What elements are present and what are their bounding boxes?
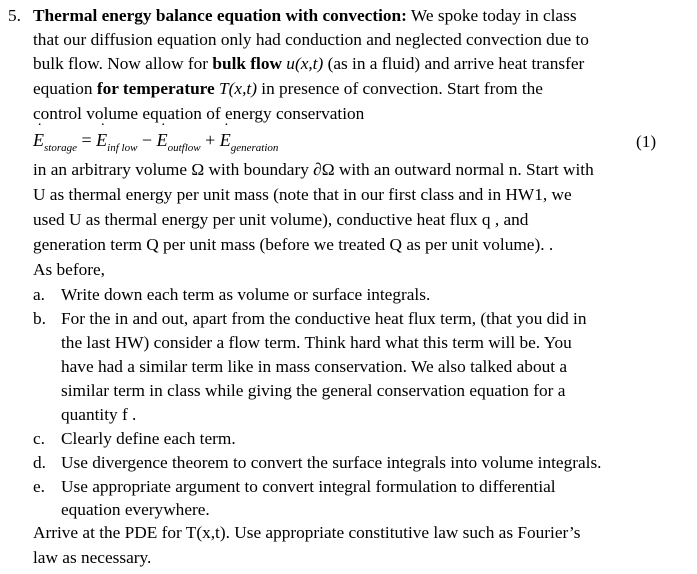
energy-balance-equation — [33, 131, 278, 154]
item-b-line-4: similar term in class while giving the general conservation equation for a — [61, 381, 566, 400]
problem-line-4 — [33, 80, 543, 97]
item-c-line-1: Clearly define each term. — [61, 429, 236, 448]
plus-sign: + — [200, 130, 220, 150]
item-a-label: a. — [33, 285, 45, 304]
item-b-label: b. — [33, 309, 46, 328]
problem-line-5: control volume equation of energy conservation — [33, 104, 365, 123]
closing-line-1: Arrive at the PDE for T(x,t). Use appropriate constitutive law such as Fourier’s — [33, 523, 581, 542]
problem-line-8: U as thermal energy per unit mass (note that in our first class and in HW1, we — [33, 185, 572, 204]
item-d-line-1: Use divergence theorem to convert the surface integrals into volume integrals. — [61, 453, 602, 472]
problem-line-7: in an arbitrary volume Ω with boundary ∂Ω with an outward normal n. Start with — [33, 160, 594, 179]
e-generation-symbol: ˙ E — [220, 131, 231, 149]
closing-line-2: law as necessary. — [33, 548, 152, 567]
bulk-flow-bold: bulk flow — [212, 54, 287, 73]
item-b-line-1: For the in and out, apart from the conductive heat flux term, (that you did in — [61, 309, 587, 328]
item-b-line-2: the last HW) consider a flow term. Think hard what this term will be. You — [61, 333, 572, 352]
temperature-math: T(x,t) — [219, 79, 257, 98]
problem-line-10: generation term Q per unit mass (before we treated Q as per unit volume). . — [33, 235, 554, 254]
sub-generation: generation — [230, 142, 279, 154]
problem-line-2: that our diffusion equation only had conduction and neglected convection due to — [33, 30, 589, 49]
item-c-label: c. — [33, 429, 45, 448]
problem-line-9: used U as thermal energy per unit volume), conductive heat flux q , and — [33, 210, 529, 229]
e-outflow-symbol: ˙ E — [157, 131, 168, 149]
problem-number: 5. — [8, 6, 21, 25]
sub-storage: storage — [44, 142, 77, 154]
problem-line-3 — [33, 55, 584, 72]
item-e-label: e. — [33, 477, 45, 496]
line3-text-b: (as in a fluid) and arrive heat transfer — [323, 54, 585, 73]
problem-title: Thermal energy balance equation with convection: — [33, 6, 407, 25]
item-e-line-2: equation everywhere. — [61, 500, 210, 519]
line4-text-a: equation — [33, 79, 97, 98]
item-b-line-5: quantity f . — [61, 405, 137, 424]
line4-text-b: in presence of convection. Start from the — [256, 79, 543, 98]
item-a-line-1: Write down each term as volume or surface integrals. — [61, 285, 431, 304]
item-b-line-3: have had a similar term like in mass conservation. We also talked about a — [61, 357, 568, 376]
item-e-line-1: Use appropriate argument to convert integral formulation to differential — [61, 477, 556, 496]
minus-sign: − — [137, 130, 157, 150]
equals-sign: = — [77, 130, 97, 150]
e-storage-symbol: ˙ E — [33, 131, 44, 149]
line3-text-a: bulk flow. Now allow for — [33, 54, 213, 73]
for-temperature-bold: for temperature — [96, 79, 220, 98]
equation-number: (1) — [636, 132, 657, 151]
item-d-label: d. — [33, 453, 46, 472]
intro-text: We spoke today in class — [406, 6, 577, 25]
velocity-math: u(x,t) — [286, 54, 324, 73]
e-inflow-symbol: ˙ E — [96, 131, 107, 149]
problem-line-11: As before, — [33, 260, 105, 279]
sub-inflow: inf low — [107, 142, 138, 154]
sub-outflow: outflow — [167, 142, 201, 154]
problem-line-1 — [33, 7, 577, 24]
